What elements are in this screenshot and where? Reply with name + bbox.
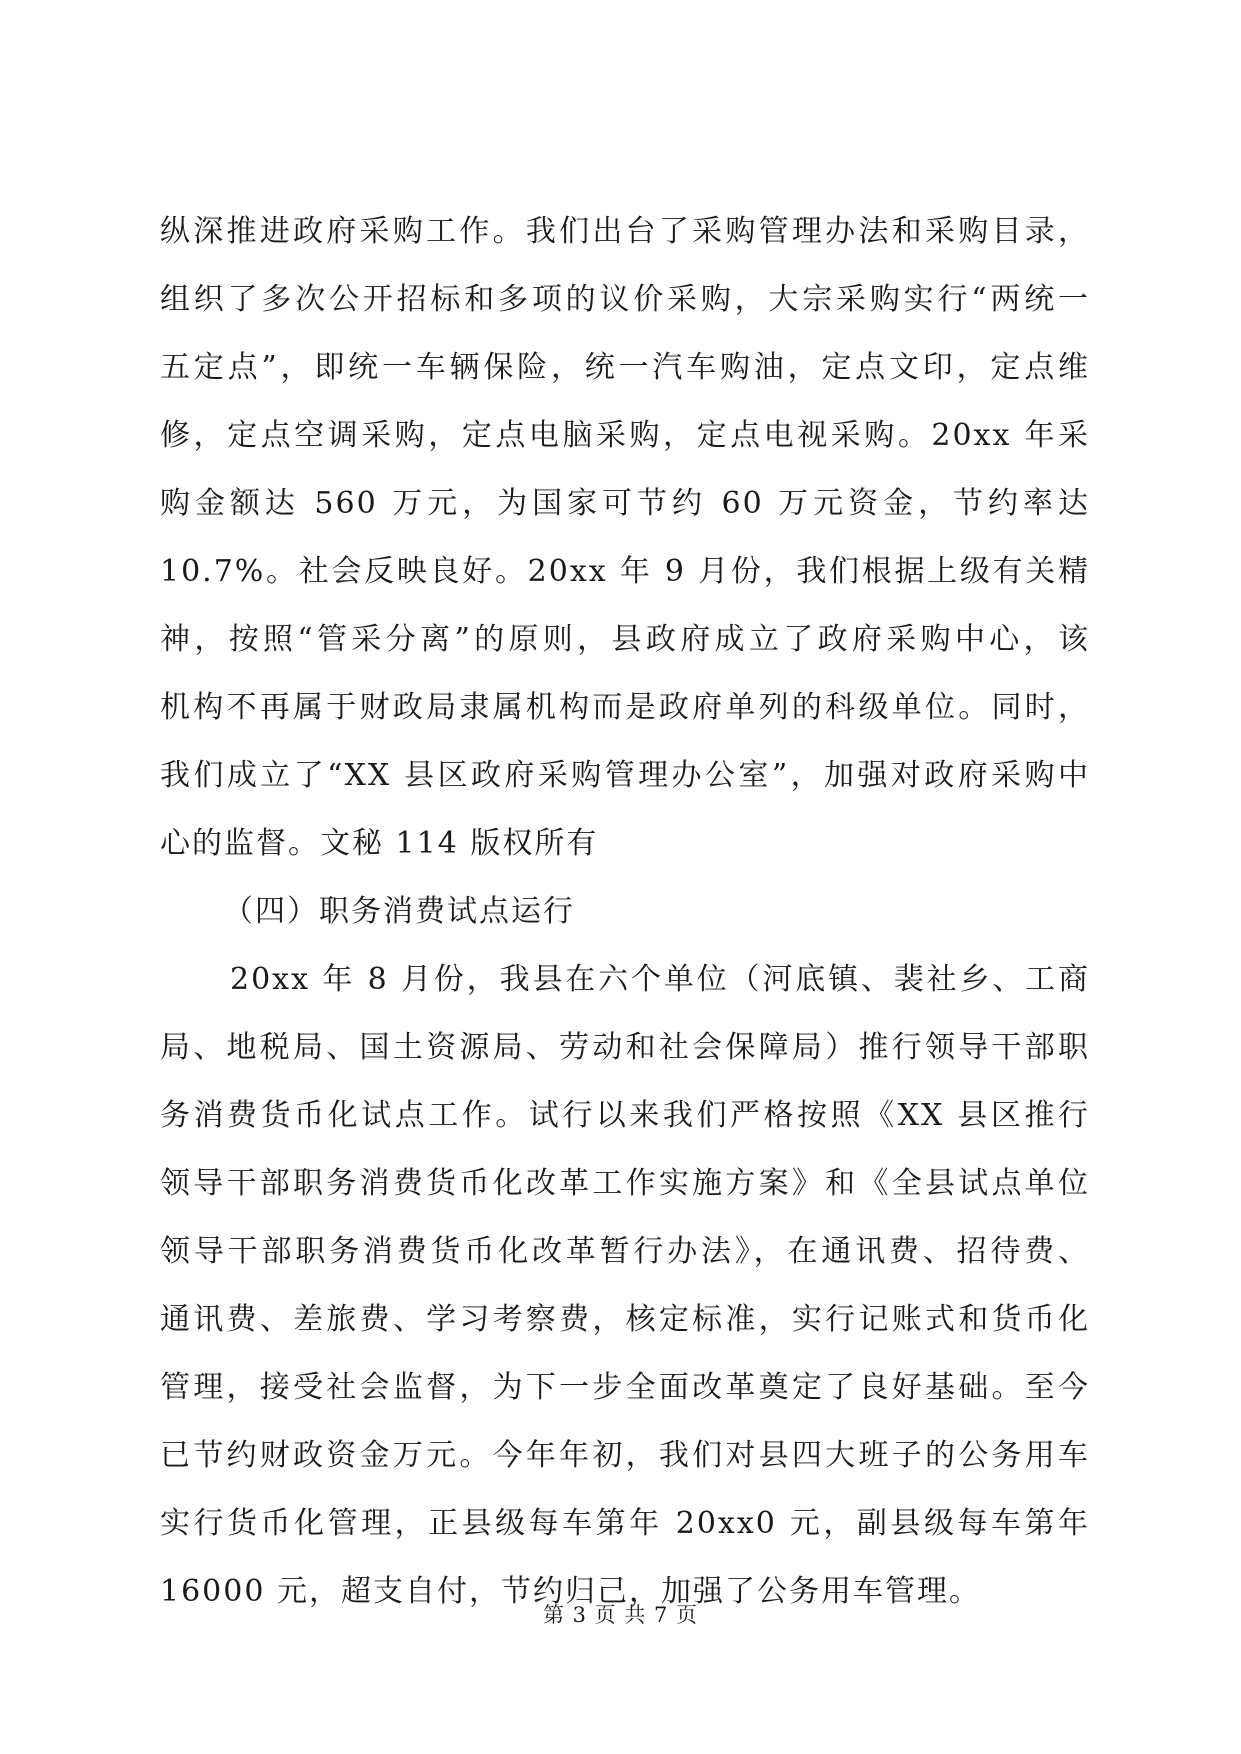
text-line: 组织了多次公开招标和多项的议价采购，大宗采购实行“两统一 xyxy=(160,282,1090,317)
text-line: 领导干部职务消费货币化改革工作实施方案》和《全县试点单位 xyxy=(160,1166,1090,1201)
text-line: 心的监督。文秘 114 版权所有 xyxy=(160,826,599,861)
text-line: 16000 元，超支自付，节约归己，加强了公务用车管理。 xyxy=(160,1574,981,1609)
text-line: 我们成立了“XX 县区政府采购管理办公室”，加强对政府采购中 xyxy=(160,758,1090,793)
text-line: 已节约财政资金万元。今年年初，我们对县四大班子的公务用车 xyxy=(160,1438,1090,1473)
document-body xyxy=(160,198,1090,1626)
text-line: 领导干部职务消费货币化改革暂行办法》，在通讯费、招待费、 xyxy=(160,1234,1090,1269)
text-line: 实行货币化管理，正县级每车第年 20xx0 元，副县级每车第年 xyxy=(160,1506,1090,1541)
text-line: 局、地税局、国土资源局、劳动和社会保障局）推行领导干部职 xyxy=(160,1030,1090,1065)
section-heading: （四）职务消费试点运行 xyxy=(223,894,575,929)
paragraph-government-procurement xyxy=(160,198,1090,878)
text-line: 修，定点空调采购，定点电脑采购，定点电视采购。20xx 年采 xyxy=(160,418,1090,453)
paragraph-consumption-pilot xyxy=(160,946,1090,1626)
text-line: 五定点”，即统一车辆保险，统一汽车购油，定点文印，定点维 xyxy=(160,350,1090,385)
text-line: 神，按照“管采分离”的原则，县政府成立了政府采购中心，该 xyxy=(160,622,1090,657)
text-line: 通讯费、差旅费、学习考察费，核定标准，实行记账式和货币化 xyxy=(160,1302,1090,1337)
text-line: 纵深推进政府采购工作。我们出台了采购管理办法和采购目录， xyxy=(160,214,1090,249)
page-number-footer: 第 3 页 共 7 页 xyxy=(542,1603,699,1627)
text-line: 20xx 年 8 月份，我县在六个单位（河底镇、裴社乡、工商 xyxy=(230,962,1090,997)
text-line: 务消费货币化试点工作。试行以来我们严格按照《XX 县区推行 xyxy=(160,1098,1090,1133)
text-line: 购金额达 560 万元，为国家可节约 60 万元资金，节约率达 xyxy=(160,486,1090,521)
text-line: 机构不再属于财政局隶属机构而是政府单列的科级单位。同时， xyxy=(160,690,1090,725)
text-line: 管理，接受社会监督，为下一步全面改革奠定了良好基础。至今 xyxy=(160,1370,1090,1405)
text-line: 10.7%。社会反映良好。20xx 年 9 月份，我们根据上级有关精 xyxy=(160,554,1090,589)
